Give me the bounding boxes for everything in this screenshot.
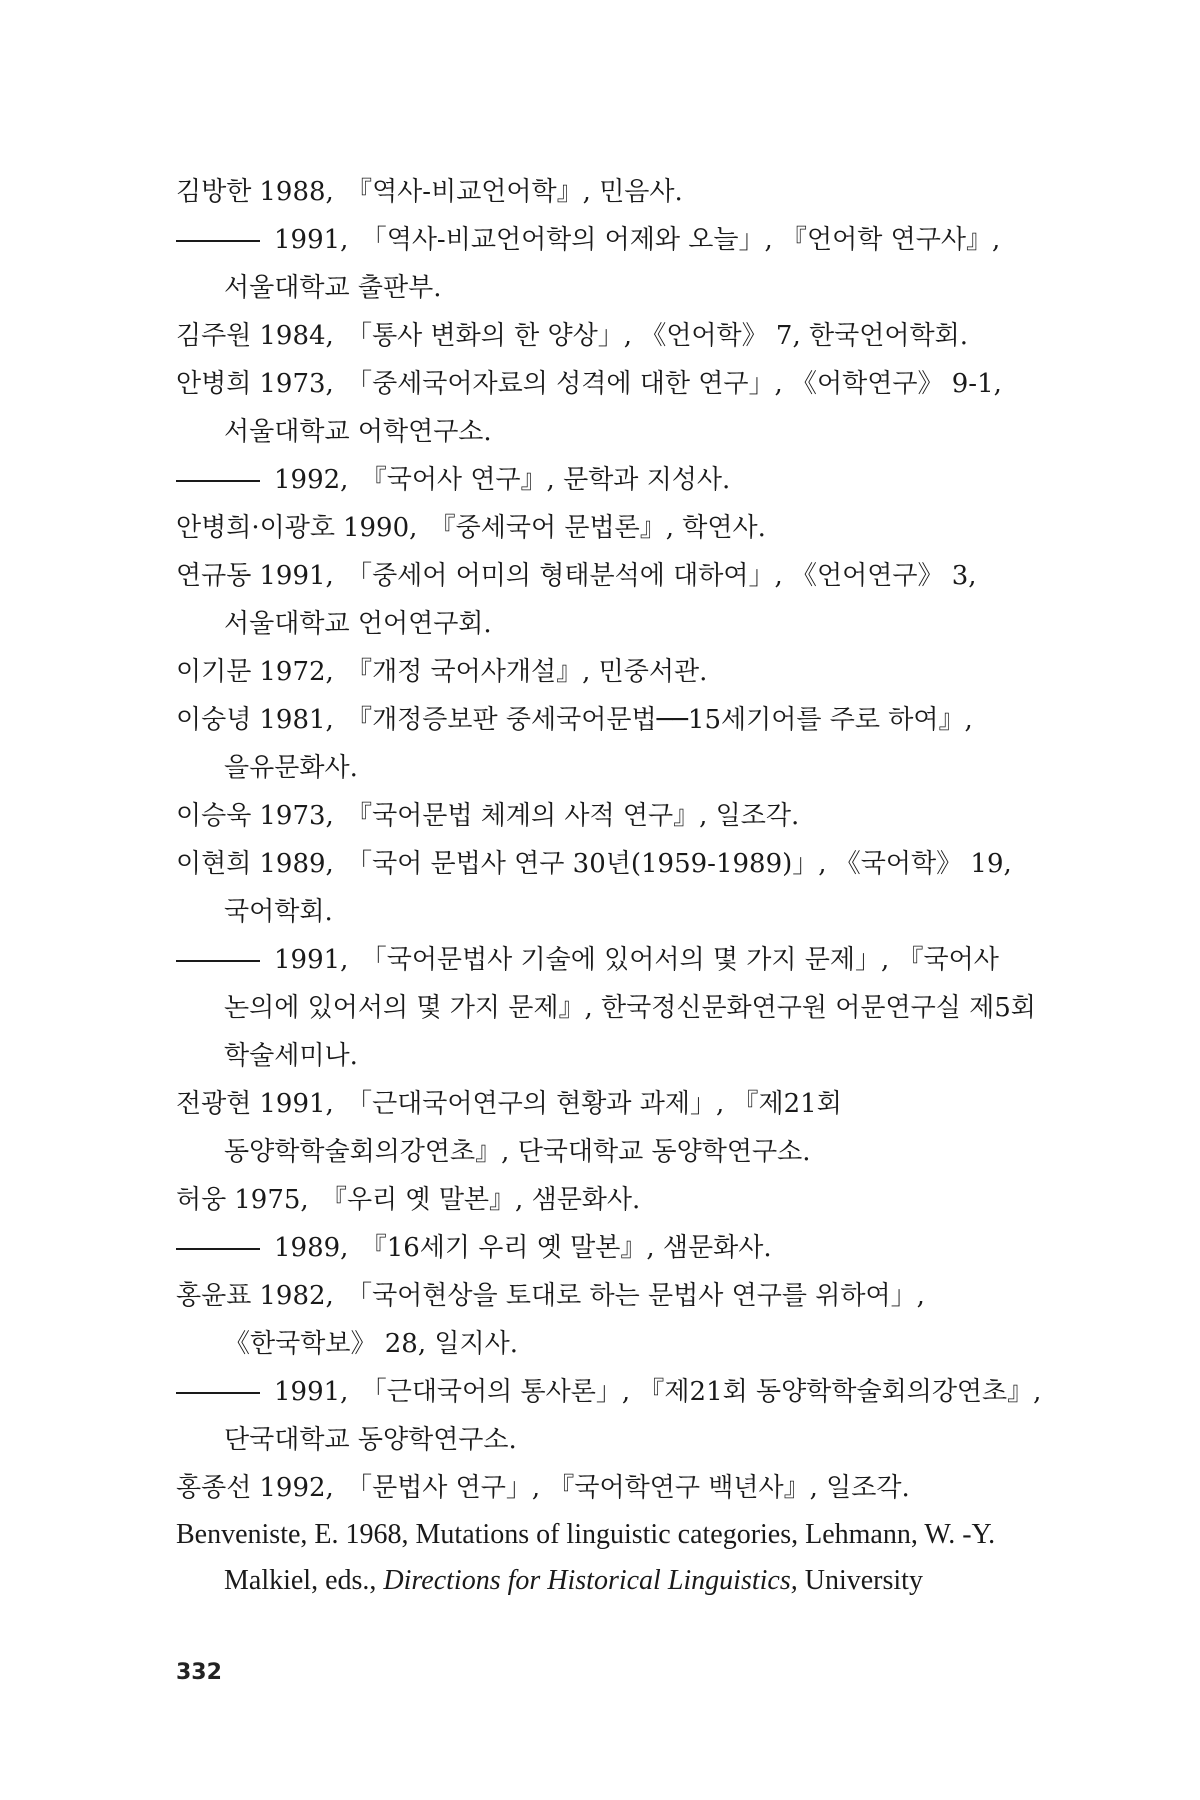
reference-year: 1991, — [274, 945, 349, 975]
reference-year: 1984, — [259, 321, 334, 351]
reference-author: 이숭녕 — [176, 705, 252, 735]
reference-year: 1981, — [259, 705, 334, 735]
reference-text: 「통사 변화의 한 양상」, 《언어학》 7, 한국언어학회. — [346, 321, 968, 351]
reference-entry — [176, 1272, 1042, 1368]
reference-year: 1992, — [259, 1473, 334, 1503]
reference-text: 『16세기 우리 옛 말본』, 샘문화사. — [360, 1233, 772, 1263]
ditto-dash — [176, 240, 260, 242]
reference-entry — [176, 1464, 1042, 1512]
reference-year: 1982, — [259, 1281, 334, 1311]
reference-entry — [176, 1368, 1042, 1464]
reference-text: 「국어 문법사 연구 30년(1959-1989)」, 《국어학》 19, 국어학회. — [224, 849, 1012, 927]
reference-entry — [176, 1080, 1042, 1176]
reference-text: 『국어문법 체계의 사적 연구』, 일조각. — [346, 801, 800, 831]
reference-year: 1992, — [274, 465, 349, 495]
reference-text: 『개정 국어사개설』, 민중서관. — [346, 657, 708, 687]
reference-text: 『국어사 연구』, 문학과 지성사. — [360, 465, 731, 495]
reference-text: 「중세국어자료의 성격에 대한 연구」, 《어학연구》 9-1, 서울대학교 어학연구소. — [224, 369, 1002, 447]
reference-author: Benveniste, E. 1968, — [176, 1519, 409, 1550]
reference-year: 1991, — [259, 1089, 334, 1119]
reference-year: 1975, — [234, 1185, 309, 1215]
reference-entry — [176, 1176, 1042, 1224]
reference-author: 김방한 — [176, 177, 252, 207]
reference-text: 「역사-비교언어학의 어제와 오늘」, 『언어학 연구사』, 서울대학교 출판부. — [224, 225, 1001, 303]
reference-year: 1991, — [274, 1377, 349, 1407]
reference-text: 『우리 옛 말본』, 샘문화사. — [320, 1185, 641, 1215]
reference-year: 1972, — [259, 657, 334, 687]
reference-book-title: Directions for Historical Linguistics, — [383, 1565, 798, 1596]
page-number: 332 — [176, 1660, 222, 1685]
reference-entry — [176, 792, 1042, 840]
ditto-dash — [176, 960, 260, 962]
reference-entry-latin — [176, 1512, 1042, 1604]
reference-year: 1991, — [259, 561, 334, 591]
reference-text-continued: University — [804, 1565, 923, 1596]
ditto-dash — [176, 480, 260, 482]
reference-text: 「근대국어연구의 현황과 과제」, 『제21회 동양학학술회의강연초』, 단국대학교 동양학연구소. — [224, 1089, 842, 1167]
reference-text: 「국어문법사 기술에 있어서의 몇 가지 문제」, 『국어사 논의에 있어서의 몇 가지 문제』, 한국정신문화연구원 어문연구실 제5회 학술세미나. — [224, 945, 1036, 1071]
reference-entry — [176, 696, 1042, 792]
reference-entry — [176, 312, 1042, 360]
reference-author: 김주원 — [176, 321, 252, 351]
reference-author: 이승욱 — [176, 801, 252, 831]
reference-author: 이현희 — [176, 849, 252, 879]
reference-year: 1991, — [274, 225, 349, 255]
ditto-dash — [176, 1392, 260, 1394]
reference-author: 홍윤표 — [176, 1281, 252, 1311]
reference-entry — [176, 504, 1042, 552]
reference-year: 1990, — [342, 513, 418, 543]
reference-list — [176, 168, 1042, 1604]
reference-entry — [176, 840, 1042, 936]
reference-text: 「국어현상을 토대로 하는 문법사 연구를 위하여」, 《한국학보》 28, 일지사. — [224, 1281, 925, 1359]
reference-author: 허웅 — [176, 1185, 227, 1215]
reference-year: 1989, — [259, 849, 334, 879]
reference-text: 「근대국어의 통사론」, 『제21회 동양학학술회의강연초』, 단국대학교 동양학연구소. — [224, 1377, 1042, 1455]
reference-author: 홍종선 — [176, 1473, 252, 1503]
reference-author: 안병희·이광호 — [176, 513, 335, 543]
reference-text: 「문법사 연구」, 『국어학연구 백년사』, 일조각. — [346, 1473, 910, 1503]
reference-author: 연규동 — [176, 561, 252, 591]
reference-entry — [176, 552, 1042, 648]
reference-text: 『개정증보판 중세국어문법──15세기어를 주로 하여』, 을유문화사. — [224, 705, 973, 783]
reference-author: 안병희 — [176, 369, 252, 399]
reference-year: 1973, — [259, 369, 334, 399]
reference-text: 「중세어 어미의 형태분석에 대하여」, 《언어연구》 3, 서울대학교 언어연구회. — [224, 561, 977, 639]
reference-entry — [176, 936, 1042, 1080]
reference-entry — [176, 360, 1042, 456]
reference-text: 『역사-비교언어학』, 민음사. — [346, 177, 683, 207]
reference-author: 이기문 — [176, 657, 252, 687]
reference-year: 1988, — [259, 177, 334, 207]
reference-entry — [176, 456, 1042, 504]
reference-text: Mutations of linguistic categories, Lehmann, W. -Y. Malkiel, eds., — [224, 1519, 996, 1596]
reference-entry — [176, 1224, 1042, 1272]
reference-entry — [176, 168, 1042, 216]
reference-year: 1973, — [259, 801, 334, 831]
reference-entry — [176, 648, 1042, 696]
reference-author: 전광현 — [176, 1089, 252, 1119]
reference-entry — [176, 216, 1042, 312]
reference-text: 『중세국어 문법론』, 학연사. — [429, 513, 766, 543]
reference-year: 1989, — [274, 1233, 349, 1263]
ditto-dash — [176, 1248, 260, 1250]
